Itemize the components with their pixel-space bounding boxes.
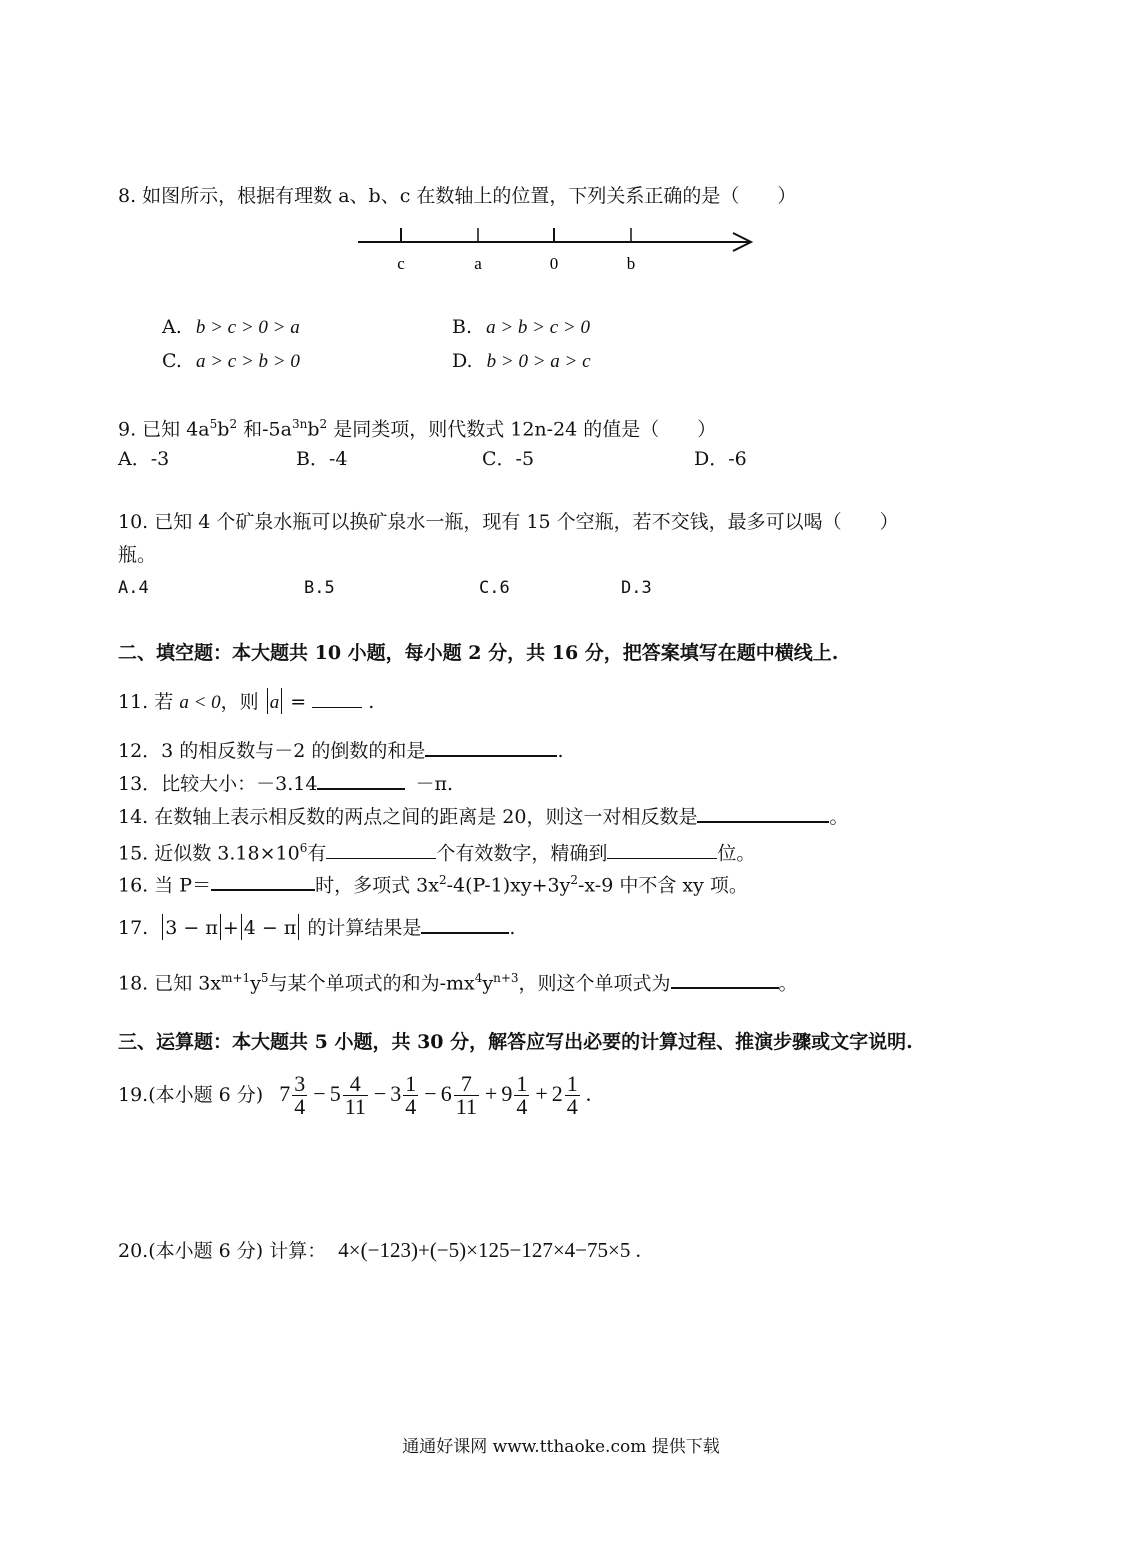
option-expr: a > b > c > 0 [486,317,590,338]
q18-text: y [482,972,494,995]
fraction-denominator: 11 [455,1094,477,1120]
option-letter: A. [162,316,182,338]
q19-whole: 9 [501,1081,513,1106]
q10-option-b[interactable]: B.5 [304,578,335,598]
q17-text: 的计算结果是 [307,917,422,939]
q11-abs-var: a [269,692,280,713]
question-14 [118,803,849,829]
q15-blank-2[interactable] [607,840,717,859]
q17-plus: + [222,917,239,939]
q16-answer-blank[interactable] [211,871,315,891]
q18-text: 与某个单项式的和为-mx [268,972,475,995]
q15-text: 位。 [717,842,756,865]
question-20 [118,1238,641,1263]
q11-equals: = [290,691,307,713]
q19-whole: 6 [440,1081,452,1106]
question-19 [118,1064,591,1125]
option-letter: D. [452,350,473,372]
q19-expression [279,1071,592,1120]
q11-condition: a < 0 [179,692,221,713]
question-8-stem: 8. 如图所示，根据有理数 a、b、c 在数轴上的位置，下列关系正确的是（ ） [118,185,797,207]
q18-sup: n+3 [493,971,519,985]
section-2-heading: 二、填空题：本大题共 10 小题，每小题 2 分，共 16 分，把答案填写在题中横线上. [118,642,839,664]
q19-operator: − [373,1081,387,1106]
q9-option-b[interactable]: B．-4 [296,448,348,470]
q18-end: 。 [778,972,798,995]
q14-answer-blank[interactable] [697,803,829,823]
q14-end: 。 [829,806,849,828]
q19-operator: + [535,1081,548,1106]
question-9-stem [118,412,716,441]
q9-sup: 5 [209,417,218,431]
q9-sup: 3n [291,417,308,431]
q15-blank-1[interactable] [326,840,436,859]
q11-answer-blank[interactable] [312,689,362,708]
question-12 [118,737,563,763]
abs-bar [162,914,163,940]
q13-text: 13．比较大小：－3.14 [118,773,318,795]
q19-fraction [292,1073,307,1118]
q9-text: 和-5a [237,418,292,441]
q20-expression: 4×(−123)+(−5)×125−127×4−75×5 . [338,1238,641,1262]
q17-end: . [509,917,516,939]
q18-text: ，则这个单项式为 [518,972,671,995]
q16-text: -x-9 中不含 xy 项。 [578,874,748,897]
axis-label-0: 0 [549,254,559,273]
fraction-numerator: 7 [454,1073,479,1096]
q13-end: －π. [415,773,454,795]
q19-fraction [454,1073,479,1118]
q15-text: 15. 近似数 3.18×10 [118,842,300,865]
number-line [355,222,765,282]
q15-sup: 6 [299,841,308,855]
q10-option-a[interactable]: A.4 [118,578,149,598]
fraction-denominator: 4 [405,1094,417,1120]
q13-answer-blank[interactable] [317,770,405,790]
q19-end: . [585,1081,592,1106]
fraction-denominator: 4 [566,1094,578,1120]
q19-whole: 7 [279,1081,291,1106]
question-10-line1: 10. 已知 4 个矿泉水瓶可以换矿泉水一瓶，现有 15 个空瓶，若不交钱，最多可以喝（ ） [118,511,899,533]
q19-whole: 2 [551,1081,563,1106]
q12-text: 12．3 的相反数与－2 的倒数的和是 [118,740,426,762]
q11-end: . [368,691,375,713]
q16-text: 16. 当 P＝ [118,874,212,897]
q15-text: 个有效数字，精确到 [436,842,608,865]
axis-label-b: b [626,254,636,273]
axis-label-a: a [474,254,482,273]
q19-fraction [565,1073,580,1118]
q18-answer-blank[interactable] [671,969,779,989]
q10-option-d[interactable]: D.3 [621,578,652,598]
q18-text: 18. 已知 3x [118,972,222,995]
q9-option-c[interactable]: C．-5 [482,448,535,470]
q16-sup: 2 [570,873,578,887]
q17-term-2: 4 − π [243,917,297,939]
question-10-line2: 瓶。 [118,544,157,566]
q10-option-c[interactable]: C.6 [479,578,510,598]
q17-text: 17. [118,917,149,939]
abs-bar [241,914,242,940]
fraction-numerator: 4 [343,1073,368,1096]
q12-answer-blank[interactable] [425,737,557,757]
q8-option-a[interactable] [162,315,300,340]
abs-bar [220,914,221,940]
q12-end: . [557,740,564,762]
q16-text: -4(P-1)xy+3y [446,874,571,897]
q18-sup: 4 [474,971,483,985]
fraction-numerator: 1 [516,1071,528,1097]
q19-whole: 5 [329,1081,341,1106]
q11-text: 11. 若 [118,691,174,713]
q19-fraction [403,1073,418,1118]
q19-fraction [514,1073,529,1118]
question-15 [118,836,755,865]
q17-answer-blank[interactable] [421,914,509,934]
q19-operator: − [313,1081,326,1106]
abs-bar [267,688,268,714]
q19-fraction [343,1073,368,1118]
q8-option-b[interactable] [452,315,590,340]
q15-text: 有 [307,842,327,865]
q9-text: 9. 已知 4a [118,418,210,441]
axis-label-c: c [397,254,405,273]
q19-label: 19.(本小题 6 分) [118,1084,264,1106]
option-letter: B. [452,316,473,338]
abs-bar [298,914,299,940]
q20-label: 20.(本小题 6 分) 计算： [118,1240,327,1262]
question-13 [118,770,453,796]
section-3-heading: 三、运算题：本大题共 5 小题，共 30 分，解答应写出必要的计算过程、推演步骤或文字说明. [118,1031,913,1053]
q9-text: b [217,418,230,441]
fraction-numerator: 1 [566,1071,578,1097]
fraction-denominator: 11 [344,1094,366,1120]
q17-term-1: 3 − π [165,917,218,939]
fraction-numerator: 1 [405,1071,417,1097]
fraction-denominator: 4 [516,1094,528,1120]
question-11 [118,688,374,715]
fraction-numerator: 3 [294,1071,306,1097]
page-footer: 通通好课网 www.tthaoke.com 提供下载 [402,1437,720,1457]
q9-sup: 2 [319,417,328,431]
q9-option-a[interactable]: A．-3 [118,448,170,470]
q16-sup: 2 [438,873,447,887]
abs-bar [281,688,282,714]
q8-option-c[interactable] [162,349,300,374]
option-expr: a > c > b > 0 [195,351,300,372]
q9-text: b [307,418,320,441]
option-expr: b > c > 0 > a [195,317,300,338]
q9-sup: 2 [229,417,238,431]
option-expr: b > 0 > a > c [486,351,591,372]
q18-text: y [250,972,261,995]
q11-text: ，则 [220,691,259,713]
q18-sup: 5 [260,971,269,985]
question-18 [118,966,798,995]
q9-option-d[interactable]: D．-6 [694,448,747,470]
q18-sup: m+1 [221,971,251,985]
q9-text: 是同类项，则代数式 12n-24 的值是（ ） [327,418,717,441]
q14-text: 14. 在数轴上表示相反数的两点之间的距离是 20，则这一对相反数是 [118,806,698,828]
q19-operator: + [484,1081,498,1106]
q8-option-d[interactable] [452,349,591,374]
option-letter: C. [162,350,182,372]
question-17 [118,914,515,940]
fraction-denominator: 4 [294,1094,306,1120]
q19-whole: 3 [390,1081,402,1106]
q16-text: 时，多项式 3x [315,874,439,897]
q19-operator: − [424,1081,437,1106]
question-16 [118,868,748,897]
